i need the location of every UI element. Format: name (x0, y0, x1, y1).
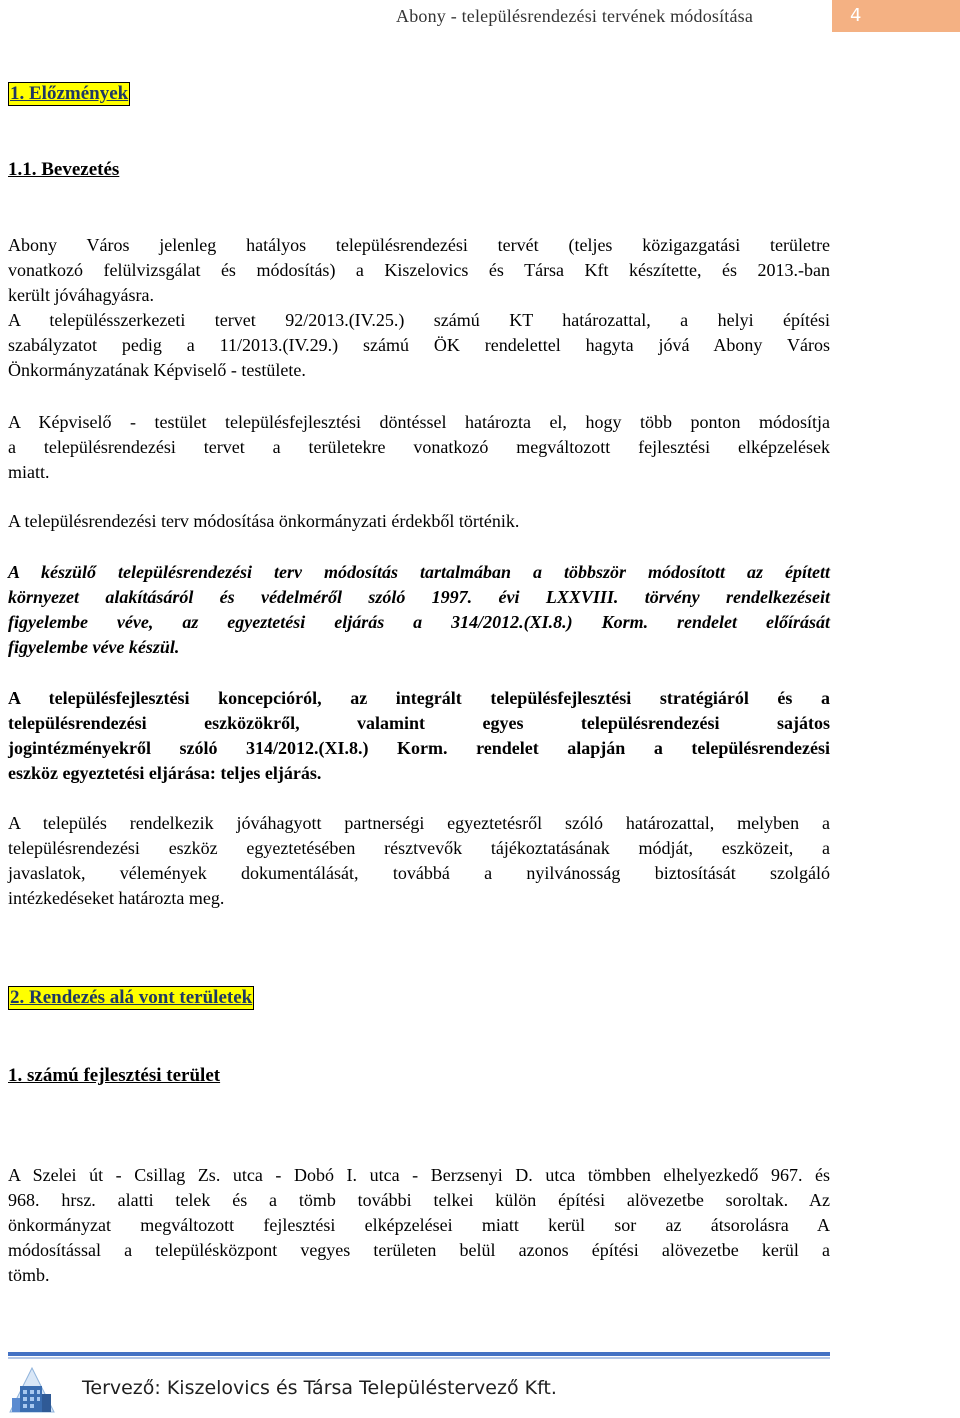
section-heading-2 (8, 986, 254, 1010)
footer-divider (8, 1352, 830, 1356)
paragraph-intro (8, 233, 830, 383)
text-line: tömb. (8, 1265, 50, 1285)
text-line: A településszerkezeti tervet 92/2013.(IV.25.) számú KT határozattal, a helyi építési (8, 310, 830, 330)
text-line: szabályzatot pedig a 11/2013.(IV.29.) számú ÖK rendelettel hagyta jóvá Abony Város (8, 335, 830, 355)
text-line: A településfejlesztési koncepcióról, az integrált településfejlesztési stratégiáról és a (8, 688, 830, 708)
text-line: figyelembe véve készül. (8, 637, 180, 657)
company-logo-icon (4, 1364, 60, 1418)
subsection-heading-area-1: 1. számú fejlesztési terület (8, 1065, 221, 1086)
footer-divider-light (8, 1357, 830, 1359)
text-line: Abony Város jelenleg hatályos településrendezési tervét (teljes közigazgatási területre (8, 235, 830, 255)
text-line: A Képviselő - testület településfejlesztési döntéssel határozta el, hogy több ponton módosítja (8, 412, 830, 432)
footer-designer-text: Tervező: Kiszelovics és Társa Településtervező Kft. (82, 1377, 557, 1399)
text-line: a településrendezési tervet a területekre vonatkozó megváltozott fejlesztési elképzelések (8, 437, 830, 457)
section-heading-1-text: 1. Előzmények (10, 83, 129, 104)
paragraph-law-reference (8, 560, 830, 660)
text-line: vonatkozó felülvizsgálat és módosítás) a Kiszelovics és Társa Kft készítette, és 2013.-ban (8, 260, 830, 280)
text-line: környezet alakításáról és védelméről szóló 1997. évi LXXVIII. törvény rendelkezéseit (8, 587, 830, 607)
text-line: intézkedéseket határozta meg. (8, 888, 225, 908)
text-line: 968. hrsz. alatti telek és a tömb további telkei külön építési alövezetbe soroltak. Az (8, 1190, 830, 1210)
text-line: településrendezési eszköz egyeztetésében résztvevők tájékoztatásának módját, eszközeit, a (8, 838, 830, 858)
page-number-badge: 4 (832, 0, 960, 32)
text-line: A településrendezési terv módosítása önkormányzati érdekből történik. (8, 511, 520, 531)
text-line: A település rendelkezik jóváhagyott partnerségi egyeztetésről szóló határozattal, melyben a (8, 813, 830, 833)
text-line: került jóváhagyásra. (8, 285, 154, 305)
text-line: A Szelei út - Csillag Zs. utca - Dobó I. utca - Berzsenyi D. utca tömbben elhelyezkedő 967. és (8, 1165, 830, 1185)
subsection-heading-bevezetes: 1.1. Bevezetés (8, 159, 120, 180)
text-line: A készülő településrendezési terv módosítás tartalmában a többször módosított az épített (8, 562, 830, 582)
paragraph-partnership (8, 811, 830, 911)
text-line: javaslatok, vélemények dokumentálását, továbbá a nyilvánosság biztosítását szolgáló (8, 863, 830, 883)
text-line: településrendezési eszközökről, valamint egyes településrendezési sajátos (8, 713, 830, 733)
running-header-title: Abony - településrendezési tervének módosítása (396, 6, 754, 26)
text-line: figyelembe véve, az egyeztetési eljárás a 314/2012.(XI.8.) Korm. rendelet előírását (8, 612, 830, 632)
text-line: módosítással a településközpont vegyes területen belül azonos építési alövezetbe kerül a (8, 1240, 830, 1260)
text-line: jogintézményekről szóló 314/2012.(XI.8.) Korm. rendelet alapján a településrendezési (8, 738, 830, 758)
paragraph-procedure (8, 686, 830, 786)
section-heading-1 (8, 82, 130, 106)
section-heading-2-text: 2. Rendezés alá vont területek (10, 987, 253, 1008)
paragraph-decision (8, 410, 830, 485)
text-line: önkormányzat megváltozott fejlesztési elképzelései miatt kerül sor az átsorolásra A (8, 1215, 830, 1235)
text-line: miatt. (8, 462, 50, 482)
paragraph-interest (8, 509, 830, 534)
text-line: Önkormányzatának Képviselő - testülete. (8, 360, 306, 380)
paragraph-area-description (8, 1163, 830, 1288)
text-line: eszköz egyeztetési eljárása: teljes eljárás. (8, 763, 322, 783)
